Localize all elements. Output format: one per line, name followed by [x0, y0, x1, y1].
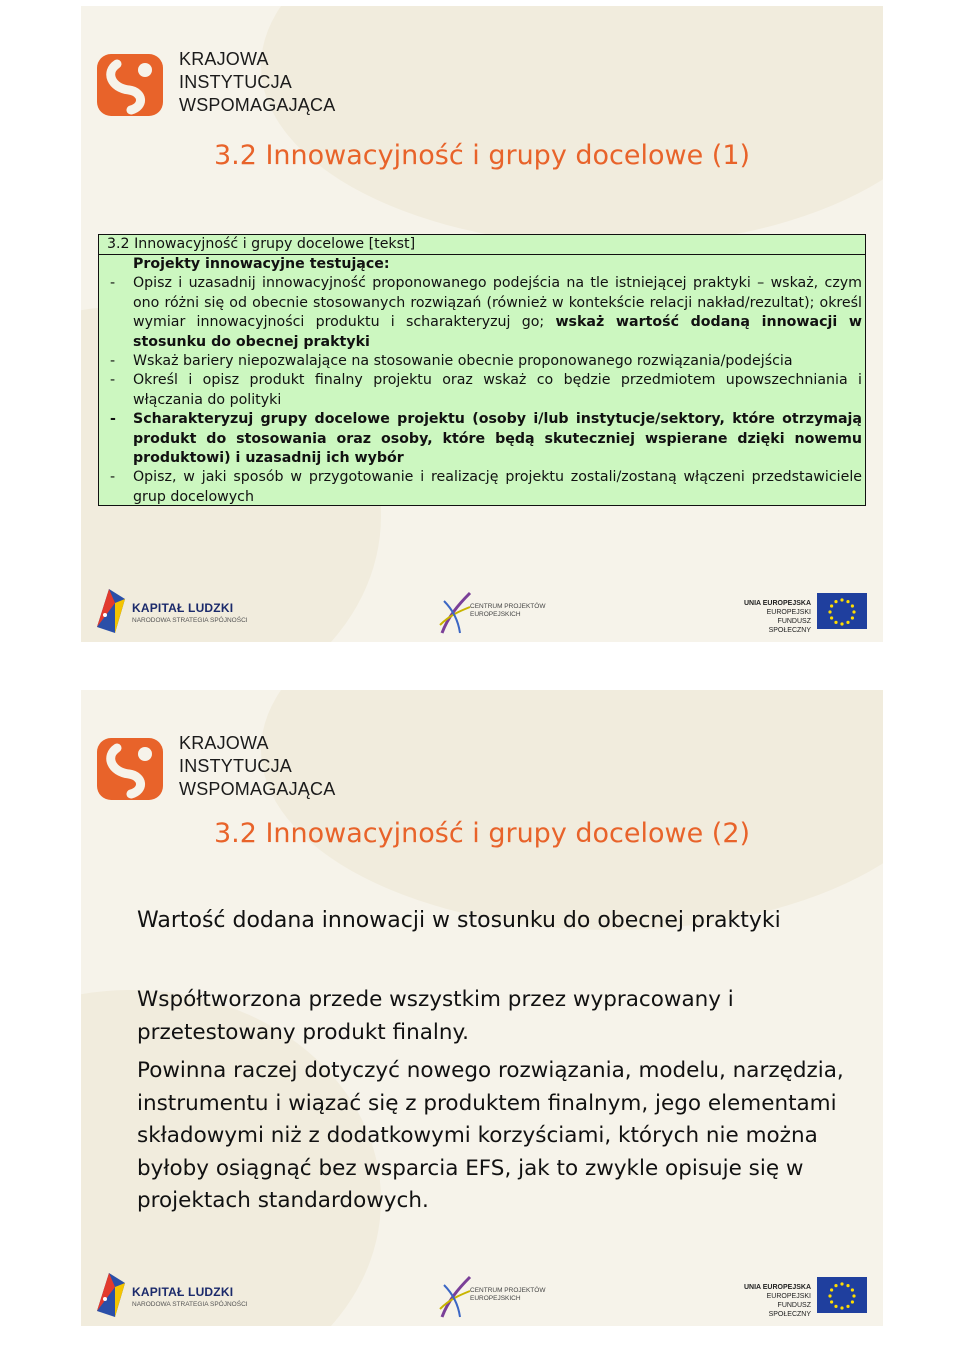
background-decoration	[261, 6, 883, 246]
kiw-logo-icon	[95, 732, 167, 804]
kapital-ludzki-subtitle: NARODOWA STRATEGIA SPÓJNOŚCI	[132, 1301, 248, 1308]
eu-line-1: UNIA EUROPEJSKA	[743, 600, 811, 607]
paragraph: Powinna raczej dotyczyć nowego rozwiązania, modelu, narzędzia, instrumentu i wiązać się z produktem finalnym, jego elementami składowymi niż z dodatkowymi korzyściami, których nie można byłoby osiągnąć bez wsparcia EFS, jak to zwykle opisuje się w projektach standardowych.	[137, 1058, 844, 1213]
kapital-ludzki-icon	[95, 587, 129, 637]
list-item	[107, 274, 862, 352]
list-dash: -	[110, 411, 116, 428]
kiw-logo	[95, 730, 335, 810]
logo-line-1: KRAJOWA	[179, 733, 269, 753]
cpe-line-1: CENTRUM PROJEKTÓW	[470, 1287, 546, 1294]
list-item	[107, 371, 862, 410]
list-dash: -	[110, 372, 116, 389]
eu-logo	[739, 1277, 869, 1317]
cpe-line-1: CENTRUM PROJEKTÓW	[470, 603, 546, 610]
kiw-logo-text	[179, 48, 335, 117]
item-text: Scharakteryzuj grupy docelowe projektu (osoby i/lub instytucje/sektory, które otrzymają produkt do stosowania oraz osoby, które będą skuteczniej wspierane dzięki nowemu produktowi) i uzasadnij ich wybór	[133, 411, 862, 467]
box-body	[99, 255, 865, 507]
list-dash: -	[110, 275, 116, 292]
slide-2	[81, 690, 883, 1326]
slide-title: 3.2 Innowacyjność i grupy docelowe (1)	[213, 140, 751, 171]
logo-line-3: WSPOMAGAJĄCA	[179, 95, 336, 115]
cpe-swoosh-icon	[438, 589, 472, 635]
list-dash: -	[110, 353, 116, 370]
cpe-line-2: EUROPEJSKICH	[470, 611, 521, 618]
instructions-box	[98, 234, 866, 506]
kiw-logo-icon	[95, 48, 167, 120]
box-header: 3.2 Innowacyjność i grupy docelowe [tekst]	[99, 235, 865, 255]
eu-flag-icon	[817, 1277, 867, 1313]
item-text-bold: wskaż wartość dodaną innowacji w stosunku do obecnej praktyki	[133, 314, 862, 350]
eu-line-3: FUNDUSZ SPOŁECZNY	[768, 618, 811, 634]
cpe-line-2: EUROPEJSKICH	[470, 1295, 521, 1302]
slide-title: 3.2 Innowacyjność i grupy docelowe (2)	[213, 818, 751, 849]
logo-line-1: KRAJOWA	[179, 49, 269, 69]
box-subheader: Projekty innowacyjne testujące:	[133, 256, 390, 272]
kiw-logo-text	[179, 732, 335, 801]
logo-line-2: INSTYTUCJA	[179, 756, 293, 776]
kapital-ludzki-title: KAPITAŁ LUDZKI	[132, 601, 234, 615]
paragraph: Współtworzona przede wszystkim przez wypracowany i przetestowany produkt finalny.	[137, 987, 734, 1045]
section-heading: Wartość dodana innowacji w stosunku do obecnej praktyki	[137, 908, 781, 933]
cpe-swoosh-icon	[438, 1273, 472, 1319]
logo-line-2: INSTYTUCJA	[179, 72, 293, 92]
item-text: Opisz i uzasadnij innowacyjność proponowanego podejścia na tle istniejącej praktyki – wskaż, czym ono różni się od obecnie stosowanych rozwiązań (również w kontekście relacji nakład/rezultat); określ wymiar innowacyjności produktu i scharakteryzuj go;	[133, 275, 862, 331]
item-text: Określ i opisz produkt finalny projektu oraz wskaż co będzie przedmiotem upowszechniania i włączania do polityki	[133, 372, 862, 408]
slide-1	[81, 6, 883, 642]
list-item	[107, 352, 862, 371]
eu-line-1: UNIA EUROPEJSKA	[743, 1284, 811, 1291]
item-text: Wskaż bariery niepozwalające na stosowanie obecnie proponowanego rozwiązania/podejścia	[133, 353, 793, 370]
kapital-ludzki-logo	[95, 1271, 248, 1321]
kiw-logo	[95, 46, 335, 126]
eu-line-2: EUROPEJSKI	[766, 1293, 811, 1300]
kapital-ludzki-icon	[95, 1271, 129, 1321]
item-text: Opisz, w jaki sposób w przygotowanie i realizację projektu zostali/zostaną włączeni przedstawiciele grup docelowych	[133, 469, 862, 505]
footer-logos	[81, 579, 883, 639]
logo-line-3: WSPOMAGAJĄCA	[179, 779, 336, 799]
kapital-ludzki-subtitle: NARODOWA STRATEGIA SPÓJNOŚCI	[132, 617, 248, 624]
kapital-ludzki-logo	[95, 587, 248, 637]
eu-flag-icon	[817, 593, 867, 629]
background-decoration	[261, 690, 883, 930]
cpe-logo	[438, 1273, 558, 1319]
eu-logo	[739, 593, 869, 633]
eu-line-2: EUROPEJSKI	[766, 609, 811, 616]
list-item	[107, 468, 862, 507]
list-dash: -	[110, 469, 116, 486]
footer-logos	[81, 1263, 883, 1323]
cpe-logo	[438, 589, 558, 635]
list-item	[107, 410, 862, 468]
eu-line-3: FUNDUSZ SPOŁECZNY	[768, 1302, 811, 1318]
kapital-ludzki-title: KAPITAŁ LUDZKI	[132, 1285, 234, 1299]
